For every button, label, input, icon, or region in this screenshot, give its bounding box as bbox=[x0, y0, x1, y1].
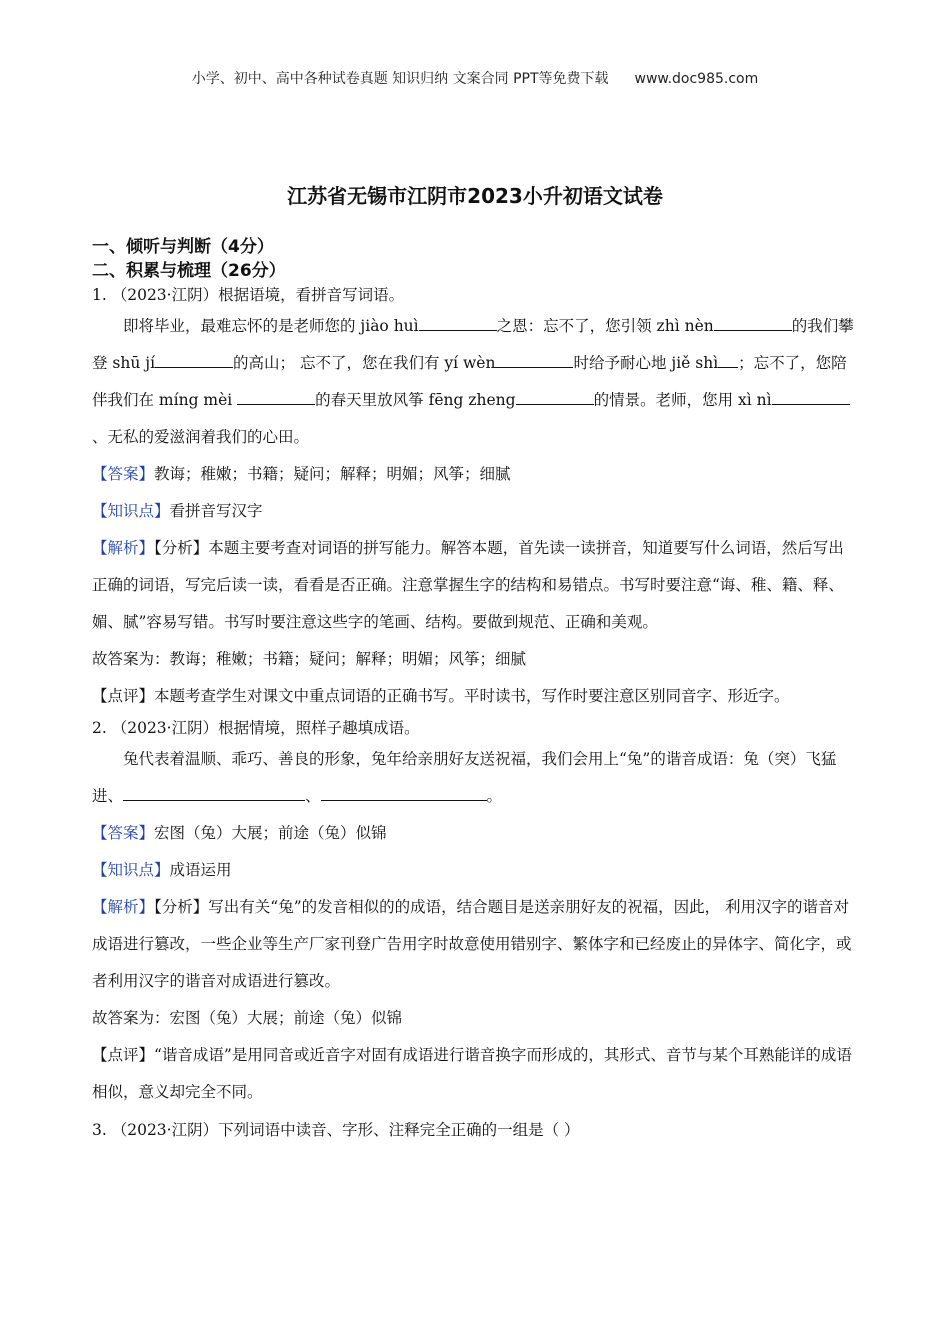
knowledge-tag: 【知识点】 bbox=[92, 502, 170, 520]
question-3-heading: 3. （2023·江阴）下列词语中读音、字形、注释完全正确的一组是（ ） bbox=[92, 1121, 580, 1139]
q2-comment: 【点评】“谐音成语”是用同音或近音字对固有成语进行谐音换字而形成的，其形式、音节与某个耳熟能详的成语相似，意义却完全不同。 bbox=[92, 1046, 852, 1101]
q2-answer-text: 宏图（兔）大展；前途（兔）似锦 bbox=[154, 824, 387, 842]
answer-blank[interactable] bbox=[718, 351, 738, 368]
q2-conclusion: 故答案为：宏图（兔）大展；前途（兔）似锦 bbox=[92, 1009, 403, 1027]
q1-text-7: 的春天里放风筝 fēng zheng bbox=[315, 391, 516, 409]
q1-text-2: 之恩：忘不了，您引领 zhì nèn bbox=[496, 317, 714, 335]
q2-sep: 、 bbox=[305, 787, 321, 805]
q1-knowledge bbox=[92, 493, 858, 530]
q1-text-5: 时给予耐心地 jiě shì bbox=[573, 354, 719, 372]
answer-blank[interactable] bbox=[714, 314, 792, 331]
section-heading-1: 一、倾听与判断（4分） bbox=[92, 237, 274, 257]
q1-knowledge-text: 看拼音写汉字 bbox=[169, 502, 263, 520]
answer-blank[interactable] bbox=[419, 314, 497, 331]
analysis-tag: 【解析】 bbox=[92, 539, 155, 557]
q2-knowledge-text: 成语运用 bbox=[169, 861, 232, 879]
q1-text-3: 的我们攀登 shū jí bbox=[92, 317, 854, 372]
answer-blank[interactable] bbox=[237, 388, 315, 405]
q2-text-1: 兔代表着温顺、乖巧、善良的形象，兔年给亲朋好友送祝福，我们会用上“兔”的谐音成语：兔（突）飞猛进、 bbox=[92, 750, 837, 805]
answer-blank[interactable] bbox=[155, 351, 233, 368]
question-2-passage bbox=[92, 741, 858, 815]
q1-text-9: 、无私的爱滋润着我们的心田。 bbox=[92, 428, 310, 446]
answer-tag: 【答案】 bbox=[92, 824, 155, 842]
question-2-heading: 2. （2023·江阴）根据情境，照样子趣填成语。 bbox=[92, 719, 420, 737]
header-text: 小学、初中、高中各种试卷真题 知识归纳 文案合同 PPT等免费下载 bbox=[191, 71, 609, 87]
answer-blank[interactable] bbox=[321, 784, 487, 801]
question-1-passage bbox=[92, 308, 858, 456]
q1-analysis-text: 【分析】本题主要考查对词语的拼写能力。解答本题，首先读一读拼音，知道要写什么词语，然后写出正确的词语，写完后读一读，看看是否正确。注意掌握生字的结构和易错点。书写时要注意“诲、稚、籍、释、媚、腻”容易写错。书写时要注意这些字的笔画、结构。要做到规范、正确和美观。 bbox=[92, 539, 844, 631]
q1-analysis bbox=[92, 530, 858, 641]
q1-text-8: 的情景。老师，您用 xì nì bbox=[593, 391, 772, 409]
q2-knowledge bbox=[92, 852, 858, 889]
q1-answer bbox=[92, 456, 858, 493]
page-header bbox=[0, 68, 950, 88]
header-url[interactable]: www.doc985.com bbox=[634, 71, 759, 87]
q2-answer bbox=[92, 815, 858, 852]
knowledge-tag: 【知识点】 bbox=[92, 861, 170, 879]
q1-text-4: 的高山； 忘不了，您在我们有 yí wèn bbox=[233, 354, 496, 372]
document-body bbox=[92, 282, 858, 1143]
answer-blank[interactable] bbox=[123, 784, 305, 801]
question-1-heading: 1. （2023·江阴）根据语境，看拼音写词语。 bbox=[92, 286, 405, 304]
answer-blank[interactable] bbox=[495, 351, 573, 368]
answer-tag: 【答案】 bbox=[92, 465, 155, 483]
analysis-tag: 【解析】 bbox=[92, 898, 155, 916]
q2-analysis bbox=[92, 889, 858, 1000]
q2-end: 。 bbox=[486, 787, 503, 805]
answer-blank[interactable] bbox=[516, 388, 594, 405]
q2-analysis-text: 【分析】写出有关“兔”的发音相似的的成语，结合题目是送亲朋好友的祝福，因此， 利用汉字的谐音对成语进行篡改，一些企业等生产厂家刊登广告用字时故意使用错别字、繁体字和已经废止的异体字、简化字，或者利用汉字的谐音对成语进行篡改。 bbox=[92, 898, 852, 990]
q1-text-1: 即将毕业，最难忘怀的是老师您的 jiào huì bbox=[123, 317, 419, 335]
q1-comment: 【点评】本题考查学生对课文中重点词语的正确书写。平时读书，写作时要注意区别同音字、形近字。 bbox=[92, 687, 790, 705]
document-title: 江苏省无锡市江阴市2023小升初语文试卷 bbox=[287, 184, 663, 208]
q1-text-6: ；忘不了，您陪伴我们在 míng mèi bbox=[92, 354, 847, 409]
q1-conclusion: 故答案为：教诲；稚嫩；书籍；疑问；解释；明媚；风筝；细腻 bbox=[92, 650, 527, 668]
answer-blank[interactable] bbox=[772, 388, 850, 405]
section-heading-2: 二、积累与梳理（26分） bbox=[92, 261, 286, 281]
q1-answer-text: 教诲；稚嫩；书籍；疑问；解释；明媚；风筝；细腻 bbox=[154, 465, 511, 483]
